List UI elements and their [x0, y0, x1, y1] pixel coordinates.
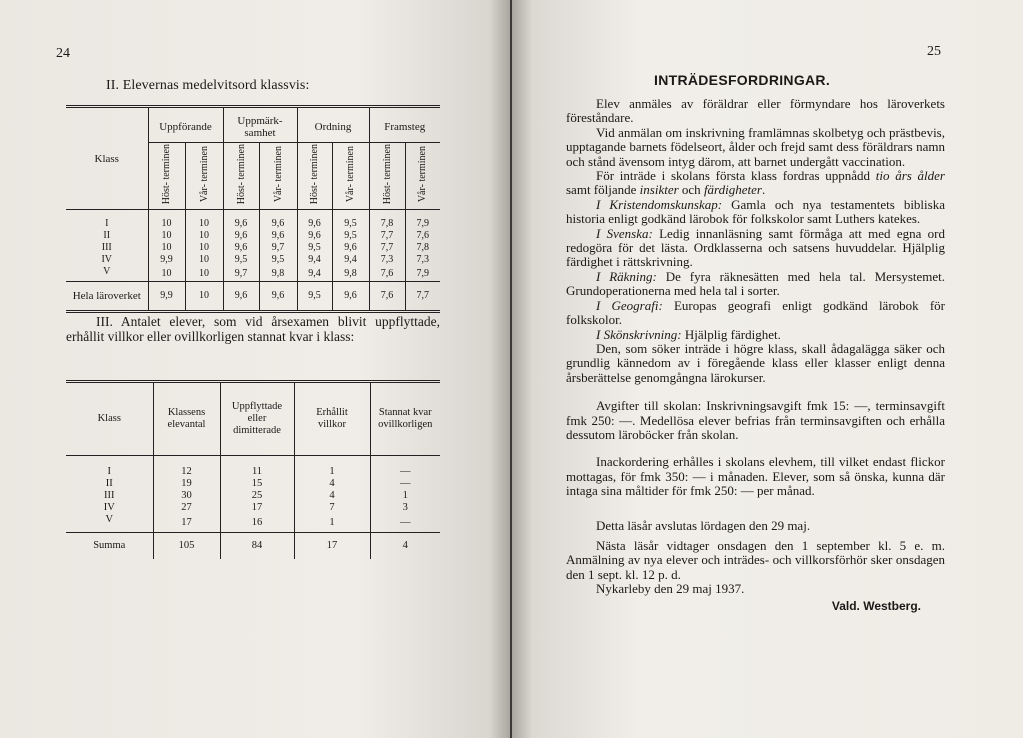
- paragraph-svenska: [566, 227, 945, 270]
- grade-cell: 9,4: [297, 266, 332, 282]
- grade-cell: 7,7: [369, 230, 405, 242]
- subject-label: I Geografi:: [596, 297, 663, 313]
- subheader-host: Höst- terminen: [235, 143, 247, 205]
- grade-total-cell: 7,7: [405, 282, 440, 312]
- grade-total-label: Hela läroverket: [72, 289, 141, 302]
- promo-cell: —: [370, 456, 440, 479]
- grades-header-framsteg: Framsteg: [369, 107, 440, 143]
- subject-label: I Skönskrivning:: [596, 326, 682, 342]
- grade-total-cell: 9,6: [332, 282, 369, 312]
- subheader-host: Höst- terminen: [381, 143, 393, 205]
- paragraph-rakning: [566, 270, 945, 299]
- grade-total-cell: 7,6: [369, 282, 405, 312]
- promo-cell: 16: [220, 514, 294, 533]
- p3-part: .: [761, 182, 766, 198]
- subheader-host: Höst- terminen: [309, 143, 320, 205]
- grade-cell: 9,6: [223, 242, 259, 254]
- grade-cell: 10: [148, 266, 185, 282]
- grade-cell: 9,5: [223, 254, 259, 266]
- promo-cell: 7: [294, 502, 370, 514]
- paragraph-vid-anmalan: Vid anmälan om inskrivning framlämnas skolbetyg och prästbevis, upptagande barnets födelseort, ålder och frejd samt dess föräldrars namn och stånd ävensom intyg därom, att barnet undergått vaccination.: [566, 124, 945, 169]
- grade-row-klass: IV: [101, 254, 113, 265]
- section-3-text: [66, 314, 440, 344]
- grade-total-cell: 9,5: [297, 282, 332, 312]
- paragraph-kristendom: [566, 198, 945, 227]
- subheader-var: Vår- terminen: [272, 145, 284, 203]
- paragraph-lasar-slut: Detta läsår avslutas lördagen den 29 maj.: [596, 517, 811, 533]
- left-page: [0, 0, 510, 738]
- right-page: [512, 0, 1023, 738]
- promo-total-label: Summa: [93, 540, 126, 551]
- grades-header-uppmarksamhet: Uppmärk- samhet: [223, 107, 297, 143]
- promo-cell: I: [107, 466, 111, 477]
- promo-cell: 25: [220, 490, 294, 502]
- grade-cell: 9,6: [259, 230, 297, 242]
- promo-cell: 15: [220, 478, 294, 490]
- promotion-table: [66, 380, 440, 559]
- grade-cell: 7,9: [405, 266, 440, 282]
- promo-cell: 12: [153, 456, 220, 479]
- promo-total-cell: 17: [294, 533, 370, 560]
- p3-italic: insikter: [639, 182, 679, 198]
- page-number-right: 25: [927, 44, 941, 59]
- grade-total-cell: 9,9: [148, 282, 185, 312]
- right-body: [566, 97, 945, 613]
- paragraph-skonskrivning: [566, 328, 945, 342]
- grade-cell: 7,6: [405, 230, 440, 242]
- grade-cell: 9,7: [259, 242, 297, 254]
- subject-label: I Svenska:: [596, 225, 653, 241]
- promo-total-cell: 105: [153, 533, 220, 560]
- promo-cell: 19: [153, 478, 220, 490]
- promo-cell: 1: [370, 490, 440, 502]
- promo-cell: 3: [370, 502, 440, 514]
- signature-line: [566, 599, 945, 613]
- paragraph-avgifter: Avgifter till skolan: Inskrivningsavgift fmk 15: —, terminsavgift fmk 250: —. Medellösa elever befrias från terminsavgiften och erhålla dessutom läroböcker från skolan.: [566, 398, 945, 442]
- grade-cell: 9,6: [297, 230, 332, 242]
- promo-header-stannat: Stannat kvar ovillkorligen: [370, 382, 440, 456]
- grade-cell: 9,5: [332, 210, 369, 231]
- paragraph-inackordering: Inackordering erhålles i skolans elevhem, till vilket endast flickor mottagas, för fmk 350: — i månaden. Elever, som så önska, kunna där intaga sina måltider för fmk 250: — per månad.: [566, 454, 945, 499]
- promo-header-villkor: Erhållit villkor: [294, 382, 370, 456]
- section-2-title: II. Elevernas medelvitsord klassvis:: [106, 78, 310, 93]
- promo-header-uppflyttade: Uppflyttade eller dimitterade: [220, 382, 294, 456]
- grade-cell: 9,8: [259, 266, 297, 282]
- grade-cell: 10: [148, 230, 185, 242]
- promo-cell: 4: [294, 478, 370, 490]
- grades-header-ordning: Ordning: [297, 107, 369, 143]
- grade-cell: 9,6: [259, 210, 297, 231]
- grades-header-klass: Klass: [66, 107, 148, 210]
- p3-italic: tio års ålder: [875, 168, 945, 184]
- promo-cell: V: [105, 514, 114, 525]
- grade-cell: 7,3: [369, 254, 405, 266]
- grade-cell: 9,6: [223, 230, 259, 242]
- grade-total-cell: 9,6: [223, 282, 259, 312]
- grade-cell: 10: [148, 242, 185, 254]
- grade-cell: 9,7: [223, 266, 259, 282]
- subheader-var: Vår- terminen: [198, 145, 210, 203]
- grade-row-klass: III: [101, 242, 112, 253]
- grade-cell: 10: [148, 210, 185, 231]
- paragraph-geografi: [566, 299, 945, 328]
- grade-cell: 9,8: [332, 266, 369, 282]
- paragraph-intrade: [566, 169, 945, 198]
- p3-part: För inträde i skolans första klass fordras uppnådd: [596, 168, 876, 184]
- subheader-var: Vår- terminen: [345, 145, 356, 203]
- paragraph-hogre-klass: Den, som söker inträde i högre klass, skall ådagalägga säker och grundlig kännedom av i föregående klass eller klasser enligt denna årsberättelse genomgångna lärokurser.: [566, 340, 945, 385]
- promo-cell: II: [105, 478, 113, 489]
- grade-cell: 9,6: [297, 210, 332, 231]
- paragraph-ort-datum: Nykarleby den 29 maj 1937.: [596, 581, 745, 597]
- grade-cell: 7,8: [405, 242, 440, 254]
- promo-header-klass: Klass: [97, 413, 121, 424]
- grade-cell: 9,5: [259, 254, 297, 266]
- grade-cell: 9,5: [297, 242, 332, 254]
- grade-total-cell: 10: [185, 282, 223, 312]
- subject-text: Hjälplig färdighet.: [681, 326, 781, 342]
- grade-cell: 10: [185, 254, 223, 266]
- promo-cell: 4: [294, 490, 370, 502]
- promo-cell: 17: [220, 502, 294, 514]
- grade-cell: 9,5: [332, 230, 369, 242]
- grade-row-klass: I: [105, 218, 109, 229]
- page-heading: INTRÄDESFORDRINGAR.: [654, 72, 831, 88]
- page-number-left: 24: [56, 46, 70, 61]
- grade-cell: 10: [185, 210, 223, 231]
- paragraph-nasta-lasar: Nästa läsår vidtager onsdagen den 1 september kl. 5 e. m. Anmälning av nya elever och inträdes- och villkorsförhör sker onsdagen den 1 sept. kl. 12 p. d.: [566, 537, 945, 582]
- grade-cell: 7,9: [405, 210, 440, 231]
- promo-cell: 1: [294, 514, 370, 533]
- grade-cell: 7,7: [369, 242, 405, 254]
- grade-cell: 9,6: [332, 242, 369, 254]
- p3-part: samt följande: [566, 182, 640, 198]
- grades-table: [66, 105, 440, 313]
- grades-header-uppforande: Uppförande: [148, 107, 223, 143]
- promo-header-elevantal: Klassens elevantal: [153, 382, 220, 456]
- grade-cell: 10: [185, 230, 223, 242]
- promo-cell: 1: [294, 456, 370, 479]
- grade-row-klass: V: [103, 266, 111, 277]
- promo-cell: 27: [153, 502, 220, 514]
- grade-cell: 9,9: [148, 254, 185, 266]
- subject-text: Ledig innanläsning samt förmåga att med egna ord redogöra för det lästa. Ordklasserna och satsens huvuddelar. Hjälplig färdighet i rättskrivning.: [566, 225, 945, 270]
- promo-total-cell: 4: [370, 533, 440, 560]
- grade-cell: 10: [185, 242, 223, 254]
- promo-total-cell: 84: [220, 533, 294, 560]
- grade-cell: 10: [185, 266, 223, 282]
- promo-cell: —: [370, 478, 440, 490]
- grade-cell: 9,4: [332, 254, 369, 266]
- grade-cell: 7,3: [405, 254, 440, 266]
- promo-cell: 30: [153, 490, 220, 502]
- signature: Vald. Westberg.: [831, 598, 921, 613]
- grade-cell: 9,6: [223, 210, 259, 231]
- paragraph-anmalan: Elev anmäles av föräldrar eller förmyndare hos läroverkets föreståndare.: [566, 96, 945, 126]
- promo-cell: IV: [103, 502, 115, 513]
- subject-text: De fyra räknesätten med hela tal. Mersystemet. Grundoperationerna med hela tal i sorter.: [566, 268, 945, 299]
- promo-cell: 17: [153, 514, 220, 533]
- grade-cell: 7,8: [369, 210, 405, 231]
- subject-label: I Kristendomskunskap:: [596, 196, 723, 212]
- grade-row-klass: II: [103, 230, 111, 241]
- promo-cell: —: [370, 514, 440, 533]
- promo-cell: 11: [220, 456, 294, 479]
- subject-text: Gamla och nya testamentets bibliska historia enligt godkänd lärobok för folkskolor samt Luthers katekes.: [566, 196, 945, 227]
- p3-italic: färdigheter: [703, 182, 762, 198]
- subheader-host: Höst- terminen: [161, 143, 172, 205]
- grade-cell: 7,6: [369, 266, 405, 282]
- subject-text: Europas geografi enligt godkänd lärobok för folkskolor.: [566, 297, 945, 328]
- grade-cell: 9,4: [297, 254, 332, 266]
- subject-label: I Räkning:: [596, 268, 657, 284]
- promo-cell: III: [104, 490, 115, 501]
- grade-total-cell: 9,6: [259, 282, 297, 312]
- p3-part: och: [678, 182, 704, 198]
- subheader-var: Vår- terminen: [417, 145, 429, 203]
- section-3-paragraph: III. Antalet elever, som vid årsexamen blivit uppflyttade, erhållit villkor eller ovillkorligen stannat kvar i klass:: [66, 314, 440, 344]
